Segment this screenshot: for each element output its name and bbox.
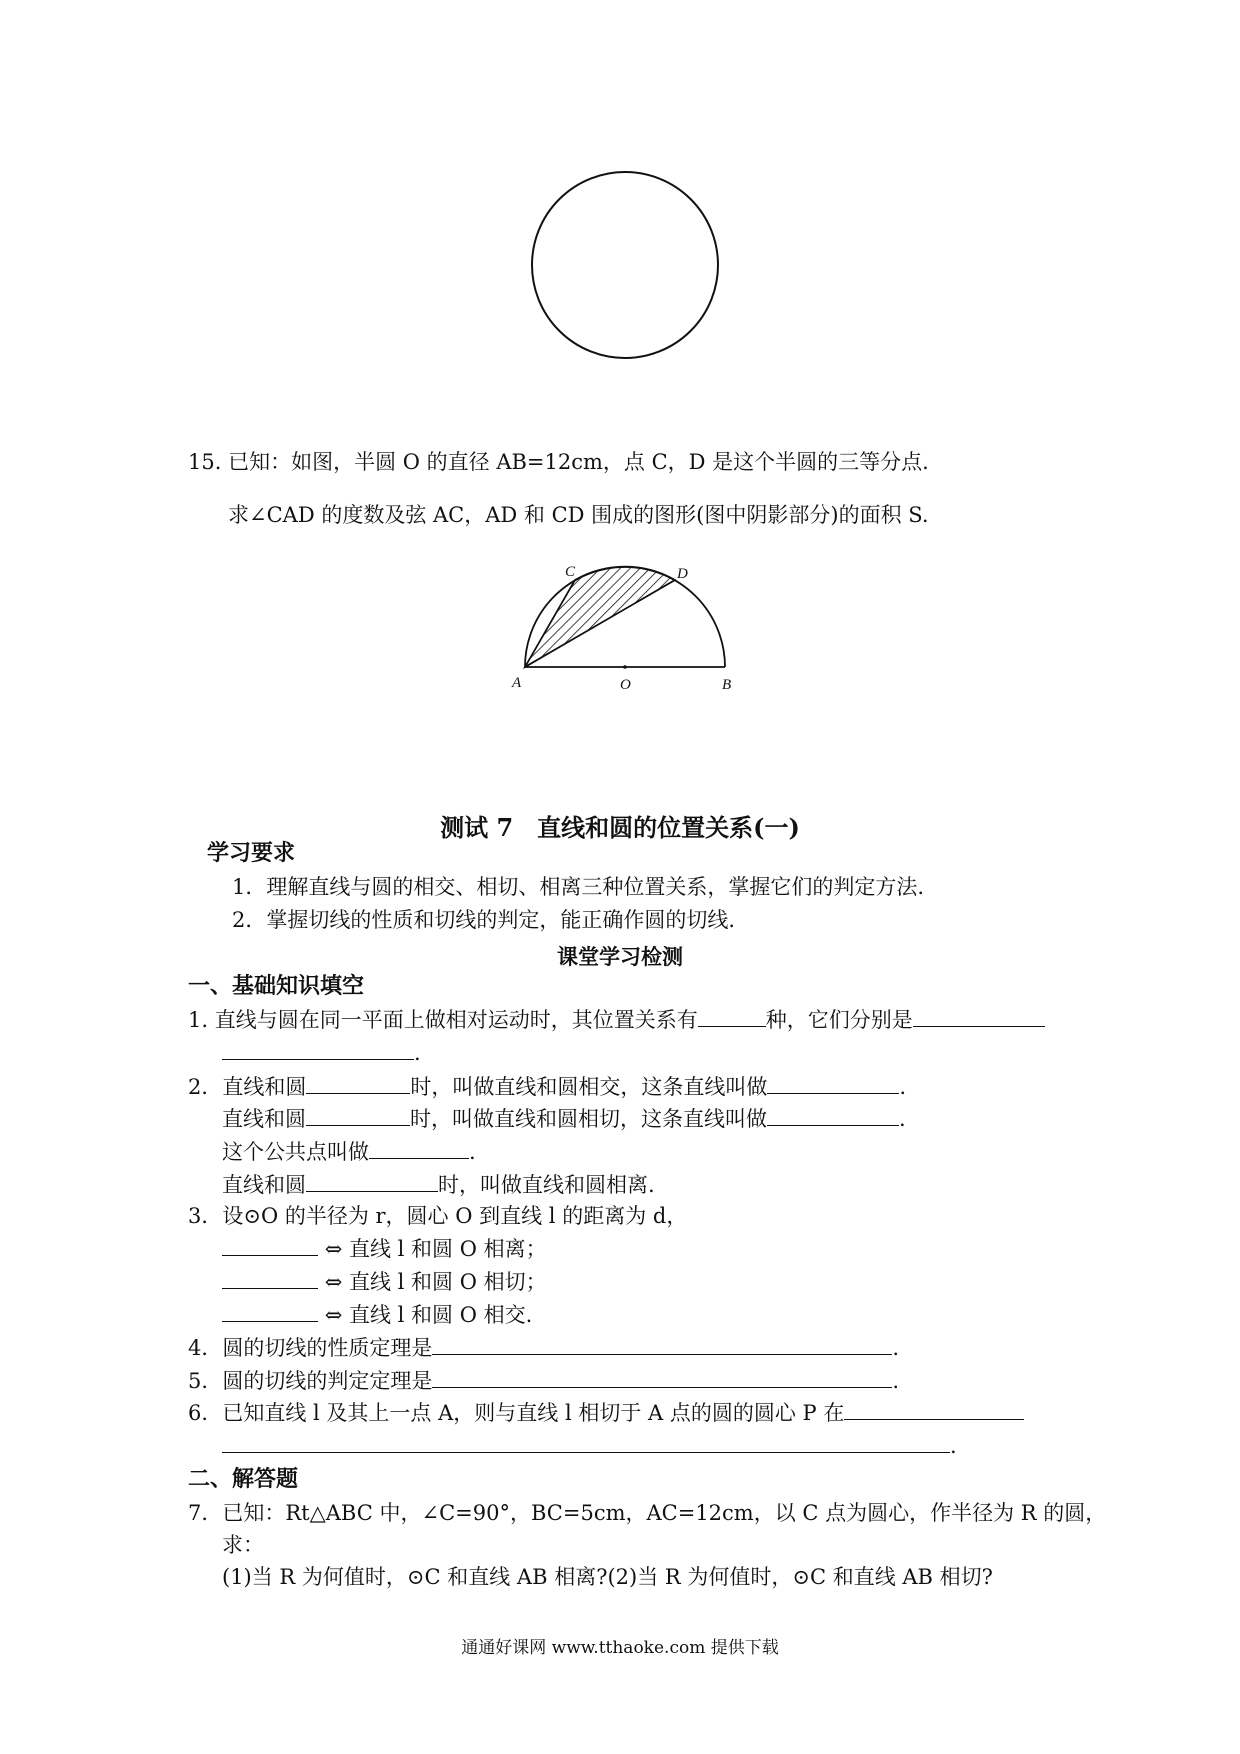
q15-line2: 求∠CAD 的度数及弦 AC，AD 和 CD 围成的图形(图中阴影部分)的面积 S. bbox=[228, 503, 929, 527]
q1-line1 bbox=[188, 1005, 1045, 1035]
requirement-1: 1．理解直线与圆的相交、相切、相离三种位置关系，掌握它们的判定方法. bbox=[232, 875, 925, 899]
q3-blank-1[interactable] bbox=[222, 1235, 318, 1256]
q5-pre: 5．圆的切线的判定定理是 bbox=[188, 1369, 433, 1393]
q2-line-d bbox=[222, 1170, 655, 1200]
q15-text-1: 已知：如图，半圆 O 的直径 AB=12cm，点 C，D 是这个半圆的三等分点. bbox=[228, 450, 929, 474]
classroom-heading: 课堂学习检测 bbox=[557, 944, 683, 969]
q7-line2: 求： bbox=[222, 1533, 264, 1557]
q4-blank[interactable] bbox=[432, 1334, 892, 1355]
q3-opt3-text: ⇔ 直线 l 和圆 O 相交. bbox=[324, 1303, 533, 1327]
q4-end: . bbox=[892, 1336, 900, 1360]
q1-blank-types[interactable] bbox=[913, 1006, 1045, 1027]
q2-c-end: . bbox=[469, 1140, 476, 1164]
q3-opt2-text: ⇔ 直线 l 和圆 O 相切； bbox=[324, 1270, 547, 1294]
q2-a-end: . bbox=[899, 1075, 907, 1099]
section-title: 测试 7 直线和圆的位置关系(一) bbox=[440, 813, 800, 842]
q6-end: . bbox=[950, 1434, 957, 1458]
q2-b-mid: 时，叫做直线和圆相切，这条直线叫做 bbox=[410, 1107, 767, 1131]
q4-line bbox=[188, 1333, 899, 1363]
q2-blank-d[interactable] bbox=[306, 1171, 438, 1192]
q6-line1 bbox=[188, 1398, 1024, 1428]
q2-a-pre: 直线和圆 bbox=[222, 1075, 307, 1099]
label-o: O bbox=[620, 677, 631, 693]
q1-blank-count[interactable] bbox=[698, 1006, 766, 1027]
q2-b-end: . bbox=[899, 1107, 906, 1131]
label-c: C bbox=[565, 564, 576, 580]
q2-num: 2． bbox=[188, 1075, 223, 1099]
q3-blank-3[interactable] bbox=[222, 1301, 318, 1322]
q5-line bbox=[188, 1366, 899, 1396]
q6-pre: 6．已知直线 l 及其上一点 A，则与直线 l 相切于 A 点的圆的圆心 P 在 bbox=[188, 1401, 845, 1425]
q2-c-pre: 这个公共点叫做 bbox=[222, 1140, 369, 1164]
q3-option-1 bbox=[222, 1234, 547, 1264]
q5-blank[interactable] bbox=[432, 1367, 892, 1388]
label-b: B bbox=[722, 677, 732, 693]
label-a: A bbox=[512, 675, 522, 691]
q4-pre: 4．圆的切线的性质定理是 bbox=[188, 1336, 433, 1360]
q1-blank-types-cont[interactable] bbox=[222, 1039, 414, 1060]
q2-blank-b2[interactable] bbox=[767, 1105, 899, 1126]
q1-mid: 种，它们分别是 bbox=[765, 1008, 913, 1032]
page-footer: 通通好课网 www.tthaoke.com 提供下载 bbox=[461, 1638, 779, 1658]
q1-line2 bbox=[222, 1038, 421, 1068]
q3-blank-2[interactable] bbox=[222, 1268, 318, 1289]
label-d: D bbox=[677, 566, 688, 582]
q3-stem: 3．设⊙O 的半径为 r，圆心 O 到直线 l 的距离为 d， bbox=[188, 1204, 688, 1228]
part1-heading: 一、基础知识填空 bbox=[188, 973, 365, 999]
q7-line1: 7．已知：Rt△ABC 中，∠C=90°，BC=5cm，AC=12cm，以 C 点为圆心，作半径为 R 的圆， bbox=[188, 1501, 1107, 1525]
q2-line-c bbox=[222, 1137, 476, 1167]
requirements-heading: 学习要求 bbox=[207, 840, 296, 866]
q2-blank-b1[interactable] bbox=[306, 1105, 410, 1126]
q7-line3: (1)当 R 为何值时，⊙C 和直线 AB 相离?(2)当 R 为何值时，⊙C 和直线 AB 相切? bbox=[222, 1565, 993, 1589]
q2-b-pre: 直线和圆 bbox=[222, 1107, 306, 1131]
q2-blank-a2[interactable] bbox=[767, 1073, 899, 1094]
q2-blank-a1[interactable] bbox=[306, 1073, 410, 1094]
q1-pre: 1. 直线与圆在同一平面上做相对运动时，其位置关系有 bbox=[188, 1008, 698, 1032]
q2-d-mid: 时，叫做直线和圆相离. bbox=[438, 1173, 655, 1197]
q6-blank-1[interactable] bbox=[844, 1399, 1024, 1420]
requirement-2: 2．掌握切线的性质和切线的判定，能正确作圆的切线. bbox=[232, 908, 736, 932]
q1-end: . bbox=[414, 1041, 421, 1065]
q2-a-mid: 时，叫做直线和圆相交，这条直线叫做 bbox=[410, 1075, 768, 1099]
q3-opt1-text: ⇔ 直线 l 和圆 O 相离； bbox=[324, 1237, 547, 1261]
q2-line-b bbox=[222, 1104, 906, 1134]
q6-line2 bbox=[222, 1431, 957, 1461]
q6-blank-2[interactable] bbox=[222, 1432, 950, 1453]
q3-option-2 bbox=[222, 1267, 547, 1297]
q2-blank-c[interactable] bbox=[369, 1138, 469, 1159]
semicircle-figure bbox=[0, 0, 1240, 720]
q15-number: 15. bbox=[188, 450, 222, 474]
q3-option-3 bbox=[222, 1300, 532, 1330]
q5-end: . bbox=[892, 1369, 900, 1393]
q2-line-a bbox=[188, 1072, 906, 1102]
part2-heading: 二、解答题 bbox=[188, 1466, 299, 1492]
q2-d-pre: 直线和圆 bbox=[222, 1173, 306, 1197]
